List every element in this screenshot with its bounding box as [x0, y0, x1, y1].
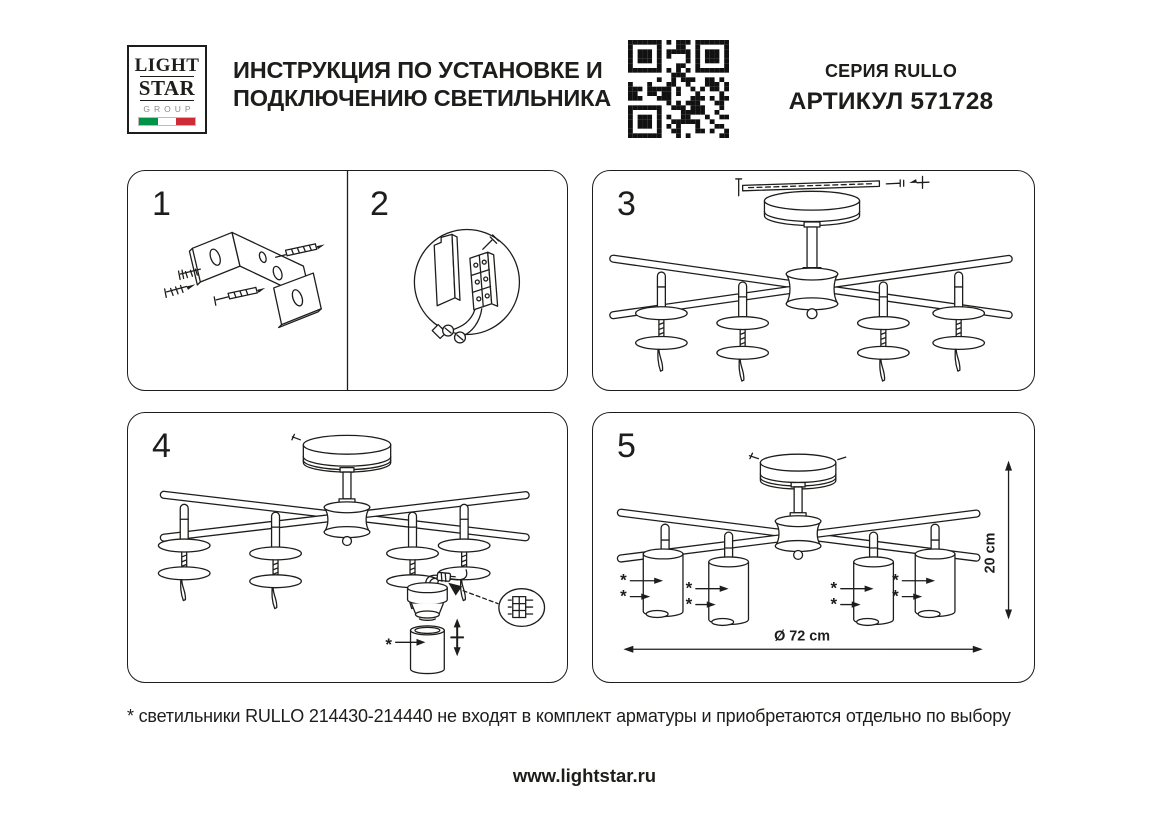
page-title [233, 56, 611, 112]
wall-anchor-bottom-icon [214, 287, 265, 305]
hub [786, 268, 838, 319]
canopy [764, 191, 859, 225]
qr-code-icon [628, 40, 729, 138]
article-number: АРТИКУЛ 571728 [788, 88, 994, 115]
height-dimension [983, 461, 1012, 620]
lamp-shade [709, 557, 749, 625]
footnote: * светильники RULLO 214430-214440 не входят в комплект арматуры и приобретаются отдельно по выбору [127, 706, 1011, 726]
lamp-holder [933, 272, 985, 371]
step4-drawing [128, 413, 567, 682]
logo-word-light: LIGHT [134, 55, 200, 76]
step1-2-drawing [128, 171, 567, 390]
step-number-2: 2 [370, 185, 389, 223]
product-info [772, 61, 1010, 116]
diameter-dimension [623, 628, 982, 652]
website: www.lightstar.ru [512, 765, 657, 786]
lamp-shade [915, 549, 955, 617]
panel-step-1-2 [127, 170, 568, 391]
canopy [292, 434, 391, 472]
svg-text:*: * [685, 578, 693, 598]
flag-green [139, 118, 158, 125]
hub [324, 502, 370, 546]
screw-icon [909, 176, 929, 188]
move-vertical-icon [451, 618, 463, 656]
logo-word-star: STAR [138, 76, 196, 100]
svg-text:*: * [830, 578, 838, 598]
panel-step-3 [592, 170, 1035, 391]
svg-text:*: * [830, 594, 838, 614]
lamp-holder [636, 272, 688, 371]
flag-red [176, 118, 195, 125]
lamp-shade [854, 557, 894, 625]
callout-leader [463, 591, 498, 604]
step5-drawing [593, 413, 1034, 682]
step-number-4: 4 [152, 427, 171, 465]
lamp-shade [411, 626, 445, 674]
title-line-1: ИНСТРУКЦИЯ ПО УСТАНОВКЕ И [233, 57, 603, 83]
svg-text:*: * [892, 586, 899, 606]
logo-word-group: GROUP [143, 104, 195, 114]
flag-white [158, 118, 177, 125]
lamp-shade [643, 549, 683, 617]
diameter-label: Ø 72 cm [774, 628, 831, 645]
series-label: СЕРИЯ RULLO [824, 61, 958, 81]
lamp-holder [158, 504, 210, 600]
logo-rule [140, 100, 194, 101]
stem [803, 222, 821, 272]
step-number-5: 5 [617, 427, 636, 465]
detail-circle [414, 229, 519, 334]
stem [339, 468, 355, 503]
svg-text:*: * [685, 594, 693, 614]
title-line-2: ПОДКЛЮЧЕНИЮ СВЕТИЛЬНИКА [233, 85, 611, 111]
hub [775, 516, 821, 560]
step2-drawing [414, 229, 519, 342]
wires [432, 309, 482, 343]
panel-step-5 [592, 412, 1035, 683]
wall-anchor-icon [276, 244, 325, 257]
terminal-detail-callout [499, 589, 545, 627]
junction-box-cover [434, 234, 460, 305]
step-number-3: 3 [617, 185, 636, 223]
step1-drawing [165, 232, 325, 327]
panel-step-4 [127, 412, 568, 683]
lamp-socket [408, 583, 448, 621]
step3-drawing [593, 171, 1034, 390]
svg-text:*: * [620, 586, 627, 606]
footnote-marker: * [385, 635, 392, 655]
svg-text:*: * [620, 570, 627, 590]
svg-text:*: * [892, 570, 899, 590]
step-number-1: 1 [152, 185, 171, 223]
terminal-block [470, 235, 499, 310]
screw-icon [165, 284, 196, 297]
lightstar-logo [127, 45, 207, 134]
italian-flag-icon [139, 118, 195, 125]
height-label: 20 cm [982, 532, 999, 574]
